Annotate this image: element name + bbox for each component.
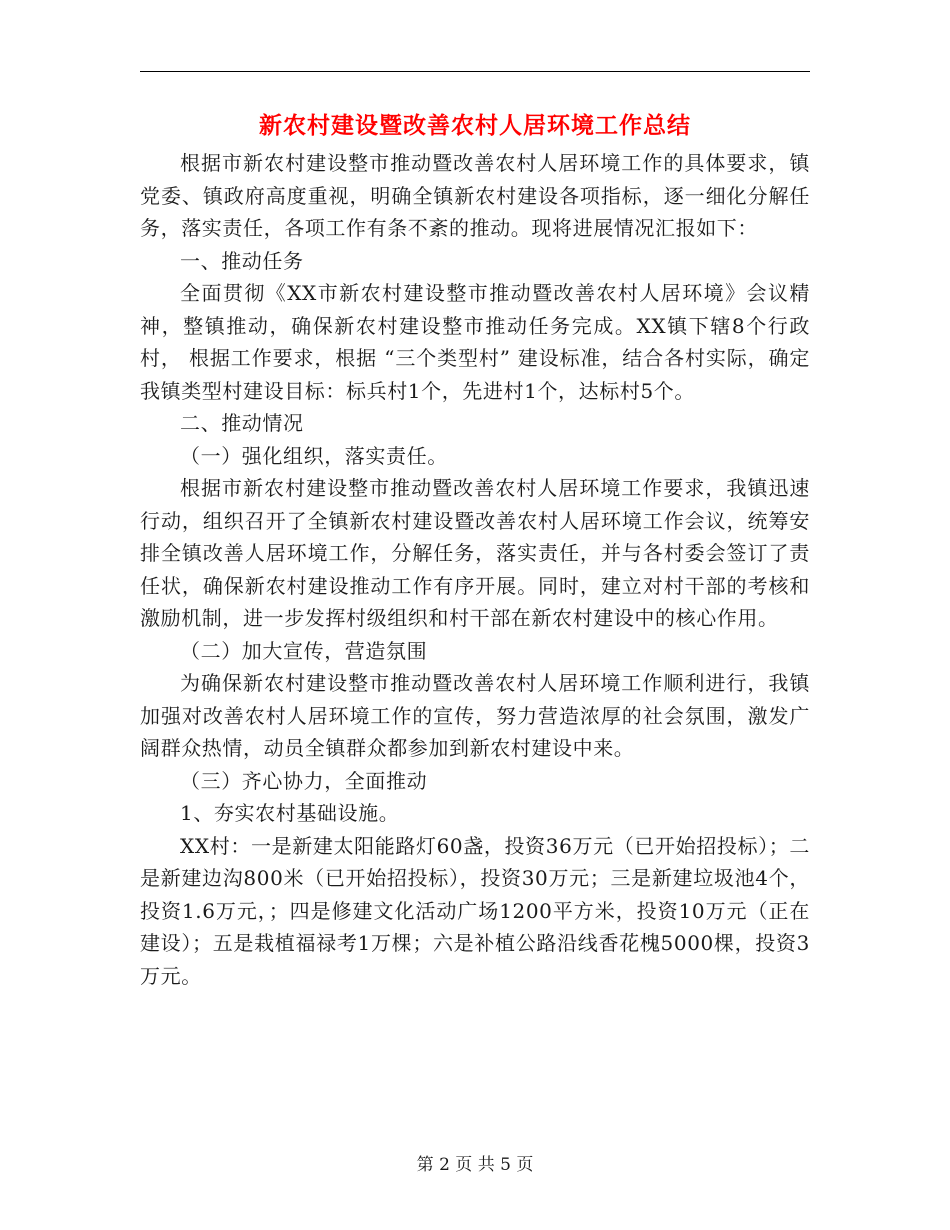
page-number-label: 第 2 页 共 5 页 (416, 1155, 534, 1175)
intro-paragraph: 根据市新农村建设整市推动暨改善农村人居环境工作的具体要求，镇党委、镇政府高度重视，明确全镇新农村建设各项指标，逐一细化分解任务，落实责任，各项工作有条不紊的推动。现将进展情况汇报如下： (140, 151, 810, 240)
section-heading-tasks: 一、推动任务 (180, 248, 304, 273)
section-heading-progress: 二、推动情况 (180, 411, 304, 435)
organization-paragraph: 根据市新农村建设整市推动暨改善农村人居环境工作要求，我镇迅速行动，组织召开了全镇新农村建设暨改善农村人居环境工作会议，统筹安排全镇改善人居环境工作，分解任务，落实责任，并与各村委会签订了责任状，确保新农村建设推动工作有序开展。同时，建立对村干部的考核和激励机制，进一步发挥村级组织和村干部在新农村建设中的核心作用。 (140, 476, 810, 630)
document-body (140, 147, 810, 992)
subsection-heading-cooperation: （三）齐心协力，全面推动 (180, 768, 428, 793)
header-rule (140, 71, 810, 72)
publicity-paragraph: 为确保新农村建设整市推动暨改善农村人居环境工作顺利进行，我镇加强对改善农村人居环境工作的宣传，努力营造浓厚的社会氛围，激发广阔群众热情，动员全镇群众都参加到新农村建设中来。 (140, 671, 810, 760)
tasks-paragraph: 全面贯彻《XX市新农村建设整市推动暨改善农村人居环境》会议精神，整镇推动，确保新农村建设整市推动任务完成。XX镇下辖8个行政村， 根据工作要求，根据 “三个类型村” 建设标准，结合各村实际，确定我镇类型村建设目标：标兵村1个，先进村1个，达标村5个。 (140, 281, 810, 403)
subsection-heading-publicity: （二）加大宣传，营造氛围 (180, 638, 428, 663)
page-footer (0, 1153, 950, 1177)
subsection-heading-organization: （一）强化组织，落实责任。 (180, 443, 448, 468)
village-projects-paragraph: XX村：一是新建太阳能路灯60盏，投资36万元（已开始招投标）；二是新建边沟800米（已开始招投标），投资30万元；三是新建垃圾池4个，投资1.6万元，；四是修建文化活动广场1200平方米，投资10万元（正在建设）；五是栽植福禄考1万棵；六是补植公路沿线香花槐5000棵，投资3万元。 (140, 833, 810, 988)
item-heading-infrastructure: 1、夯实农村基础设施。 (180, 801, 400, 825)
document-title: 新农村建设暨改善农村人居环境工作总结 (259, 112, 691, 139)
